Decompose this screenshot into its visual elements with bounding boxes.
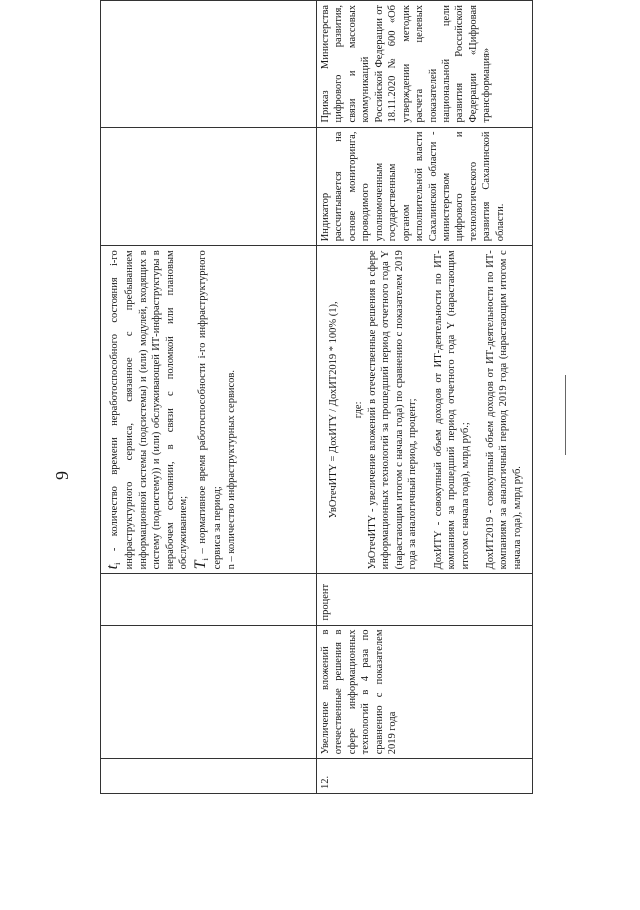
- indicator-table: [100, 0, 533, 794]
- indicator-name: Увеличение вложений в отечественные решения в сфере информационных технологий в 4 раза по сравнению с показателем 2019 года: [317, 625, 533, 759]
- row-number: 12.: [317, 759, 533, 794]
- where-label: где:: [353, 401, 365, 419]
- definition-dohit-2019: ДохИТ2019 - совокупный объем доходов от ИТ-деятельности по ИТ-компаниям за аналогичный период 2019 года (нарастающим итогом с начала года), млрд руб.: [484, 250, 523, 570]
- cell-formula: [317, 246, 533, 574]
- source-document: Приказ Министерства цифрового развития, связи и массовых коммуникаций Российской Федерации от 18.11.2020 № 600 «Об утверждении методик расчета целевых показателей национальной цели развития Российской Федерации «Цифровая трансформация»: [317, 1, 533, 128]
- table-row: [101, 1, 317, 794]
- formula: УвОтечИТY = ДохИТY / ДохИТ2019 * 100% (1),: [328, 301, 339, 519]
- definition-dohit-y: ДохИТY - совокупный объем доходов от ИТ-деятельности по ИТ-компаниям за прошедший период отчетного года Y (нарастающим итогом с начала года), млрд руб.;: [432, 250, 471, 570]
- cell-empty: [101, 1, 317, 128]
- definition-t: $t_i$ - количество времени неработоспособного состояния i-го инфраструктурного сервиса, связанное с пребыванием информационной системы (подсистемы) и (или) модулей, входящих в систему (подсистему)) и (или) обслуживающей ИТ-инфраструктуры в нерабочем состоянии, в связи с поломкой или плановым обслуживанием;: [104, 250, 190, 570]
- cell-empty: [101, 625, 317, 759]
- cell-empty: [101, 574, 317, 625]
- cell-definitions: [101, 246, 317, 574]
- definition-n: n – количество инфраструктурных сервисов.: [225, 369, 237, 570]
- divider-line: [565, 375, 566, 455]
- page-number: 9: [52, 471, 72, 480]
- unit: процент: [317, 574, 533, 625]
- cell-empty: [101, 759, 317, 794]
- definition-T: $T_i$ – нормативное время работоспособности i-го инфраструктурного сервиса за период;: [191, 250, 224, 570]
- calculation-method: Индикатор рассчитывается на основе мониторинга, проводимого уполномоченным государственным органом исполнительной власти Сахалинской области - министерством цифрового и технологического развития Сахалинской области.: [317, 127, 533, 246]
- definition-uvotechit: УвОтечИТY - увеличение вложений в отечественные решения в сфере информационных технологий за прошедший период отчетного года Y (нарастающим итогом с начала года) по сравнению с показателем 2019 года за аналогичный период, процент;: [366, 250, 419, 570]
- cell-empty: [101, 127, 317, 246]
- table-row: [317, 1, 533, 794]
